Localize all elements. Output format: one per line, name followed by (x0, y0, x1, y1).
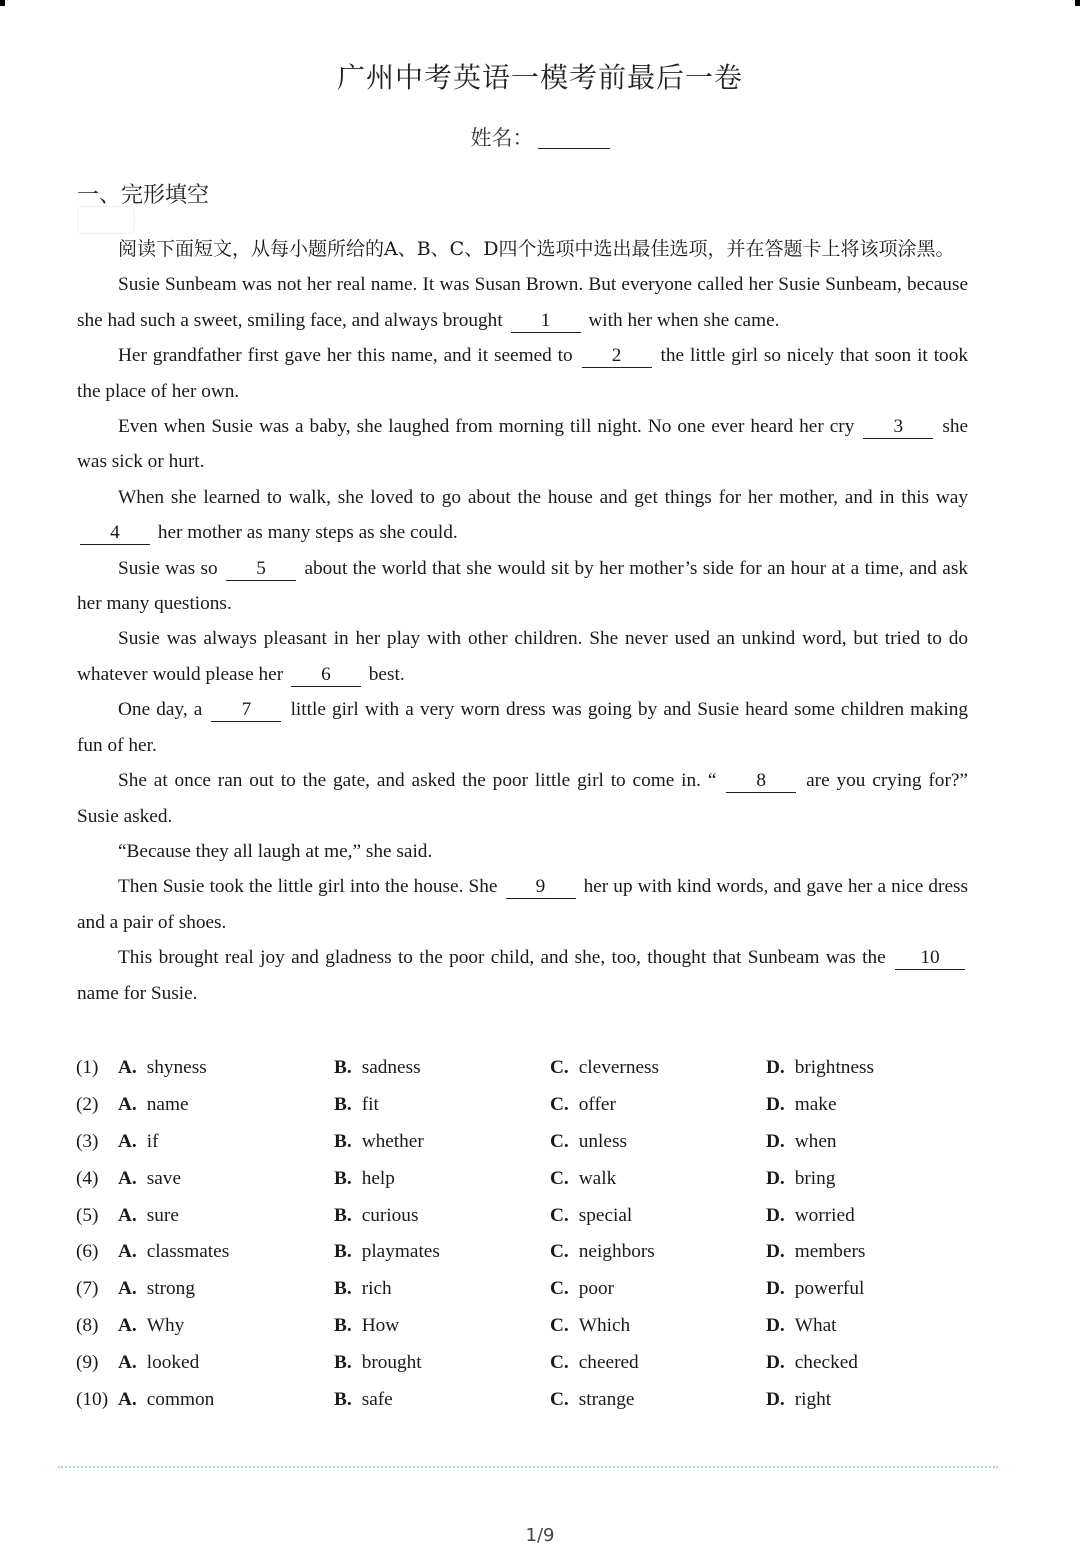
blank: 4 (80, 522, 150, 545)
option-b[interactable]: B. help (334, 1167, 395, 1189)
option-d[interactable]: D. worried (766, 1204, 855, 1226)
blank: 3 (863, 416, 933, 439)
question-number: (9) (76, 1352, 99, 1374)
option-b[interactable]: B. safe (334, 1389, 393, 1411)
option-d[interactable]: D. make (766, 1093, 837, 1115)
name-field (0, 122, 1080, 152)
section-title: 一、完形填空 (77, 183, 210, 208)
option-a[interactable]: A. looked (118, 1352, 200, 1374)
option-a[interactable]: A. if (118, 1130, 159, 1152)
question-number: (1) (76, 1057, 99, 1078)
option-b[interactable]: B. playmates (334, 1241, 440, 1263)
option-a[interactable]: A. Why (118, 1315, 185, 1337)
page-indicator: 1/9 (525, 1525, 555, 1546)
option-c[interactable]: C. poor (550, 1278, 615, 1300)
page-title: 广州中考英语一模考前最后一卷 (336, 61, 743, 94)
option-b[interactable]: B. brought (334, 1352, 422, 1374)
passage-paragraph: Susie was always pleasant in her play with other children. She never used an unkind word, but tried to do whatever would please her 6 best. (77, 628, 968, 685)
option-d[interactable]: D. brightness (766, 1057, 875, 1078)
option-b[interactable]: B. whether (334, 1130, 424, 1152)
option-c[interactable]: C. neighbors (550, 1241, 655, 1263)
cloze-passage (77, 232, 968, 1011)
question-row (76, 1086, 976, 1123)
question-row (76, 1197, 976, 1234)
question-number: (4) (76, 1167, 99, 1189)
blank: 9 (506, 876, 576, 899)
blank: 7 (211, 699, 281, 722)
blank: 8 (726, 770, 796, 793)
option-a[interactable]: A. strong (118, 1278, 195, 1300)
passage-paragraph: Even when Susie was a baby, she laughed from morning till night. No one ever heard her cry 3 she was sick or hurt. (77, 416, 969, 473)
passage-paragraph: When she learned to walk, she loved to go about the house and get things for her mother, and in this way 4 her mother as many steps as she could. (77, 480, 968, 551)
question-row (76, 1270, 976, 1307)
passage-paragraph: Her grandfather first gave her this name, and it seemed to 2 the little girl so nicely that soon it took the place of her own. (77, 345, 968, 402)
empty-box (77, 206, 135, 234)
option-c[interactable]: C. special (550, 1204, 633, 1226)
option-d[interactable]: D. powerful (766, 1278, 865, 1300)
scan-corner-mark (1075, 0, 1080, 6)
option-a[interactable]: A. classmates (118, 1241, 230, 1263)
option-c[interactable]: C. strange (550, 1389, 635, 1411)
question-row (76, 1344, 976, 1381)
option-d[interactable]: D. bring (766, 1167, 836, 1189)
option-d[interactable]: D. members (766, 1241, 866, 1263)
page-divider (58, 1466, 998, 1468)
name-blank[interactable] (538, 130, 610, 149)
blank: 2 (582, 345, 652, 368)
option-c[interactable]: C. offer (550, 1093, 616, 1115)
passage-paragraph: She at once ran out to the gate, and asked the poor little girl to come in. “ 8 are you crying for?” Susie asked. (77, 770, 968, 827)
question-number: (7) (76, 1278, 99, 1300)
question-number: (10) (76, 1389, 109, 1411)
question-row (76, 1160, 976, 1197)
option-a[interactable]: A. name (118, 1093, 189, 1115)
option-c[interactable]: C. walk (550, 1167, 617, 1189)
blank: 1 (511, 310, 581, 333)
option-a[interactable]: A. common (118, 1389, 215, 1411)
option-a[interactable]: A. save (118, 1167, 182, 1189)
blank: 5 (226, 558, 296, 581)
question-number: (6) (76, 1241, 99, 1263)
option-a[interactable]: A. shyness (118, 1057, 207, 1078)
blank: 10 (895, 947, 965, 970)
passage-paragraph: Susie Sunbeam was not her real name. It was Susan Brown. But everyone called her Susie Sunbeam, because she had such a sweet, smiling face, and always brought 1 with her when she came. (77, 274, 968, 331)
option-d[interactable]: D. What (766, 1315, 837, 1337)
scan-corner-mark (0, 0, 5, 6)
option-b[interactable]: B. fit (334, 1093, 379, 1115)
question-number: (5) (76, 1204, 99, 1226)
answer-options (76, 1049, 976, 1418)
passage-paragraph: Susie was so 5 about the world that she would sit by her mother’s side for an hour at a time, and ask her many questions. (77, 557, 968, 615)
instruction: 阅读下面短文，从每小题所给的A、B、C、D四个选项中选出最佳选项，并在答题卡上将该项涂黑。 (118, 238, 955, 260)
question-row (76, 1381, 976, 1418)
question-number: (2) (76, 1093, 99, 1115)
passage-paragraph: “Because they all laugh at me,” she said. (118, 840, 433, 862)
option-d[interactable]: D. checked (766, 1352, 858, 1374)
option-d[interactable]: D. when (766, 1130, 837, 1152)
question-row (76, 1307, 976, 1344)
option-b[interactable]: B. curious (334, 1204, 419, 1226)
option-c[interactable]: C. cheered (550, 1352, 639, 1374)
option-c[interactable]: C. unless (550, 1130, 627, 1152)
name-label: 姓名： (470, 126, 534, 150)
option-c[interactable]: C. cleverness (550, 1057, 660, 1078)
passage-paragraph: This brought real joy and gladness to the poor child, and she, too, thought that Sunbeam was the 10 name for Susie. (77, 940, 968, 1011)
option-b[interactable]: B. How (334, 1315, 400, 1337)
passage-paragraph: Then Susie took the little girl into the house. She 9 her up with kind words, and gave her a nice dress and a pair of shoes. (77, 876, 969, 933)
option-a[interactable]: A. sure (118, 1204, 179, 1226)
question-number: (3) (76, 1130, 99, 1152)
option-c[interactable]: C. Which (550, 1315, 631, 1337)
option-d[interactable]: D. right (766, 1389, 832, 1411)
question-number: (8) (76, 1315, 99, 1337)
option-b[interactable]: B. rich (334, 1278, 392, 1300)
question-row (76, 1233, 976, 1270)
passage-paragraph: One day, a 7 little girl with a very worn dress was going by and Susie heard some children making fun of her. (77, 699, 969, 756)
question-row (76, 1123, 976, 1160)
question-row (76, 1049, 976, 1086)
option-b[interactable]: B. sadness (334, 1057, 421, 1078)
blank: 6 (291, 664, 361, 687)
